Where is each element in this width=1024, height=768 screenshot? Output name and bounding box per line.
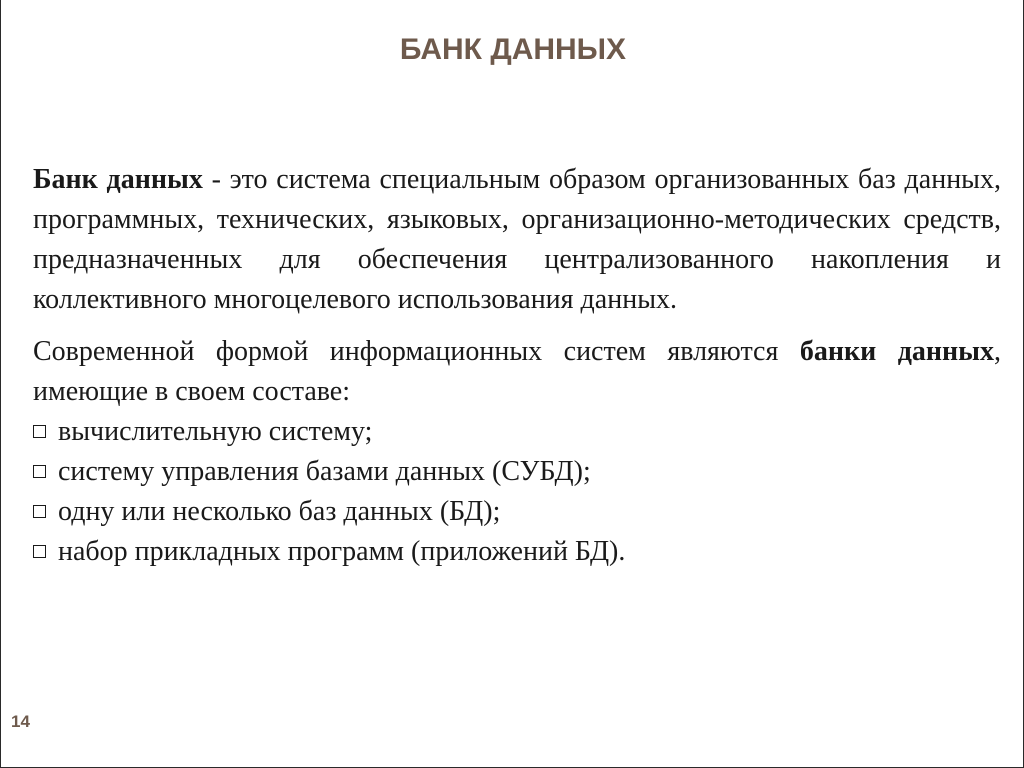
composition-text-before: Современной формой информационных систем являются xyxy=(33,336,800,367)
slide-content xyxy=(33,160,1001,572)
list-item-text: систему управления базами данных (СУБД); xyxy=(58,456,591,487)
definition-paragraph xyxy=(33,160,1001,320)
square-bullet-icon xyxy=(33,545,46,558)
component-list xyxy=(33,412,1001,572)
square-bullet-icon xyxy=(33,425,46,438)
composition-term: банки данных xyxy=(799,336,994,367)
list-item xyxy=(33,412,1001,452)
list-item-text: одну или несколько баз данных (БД); xyxy=(58,496,501,527)
page-number: 14 xyxy=(11,712,30,731)
square-bullet-icon xyxy=(33,465,46,478)
composition-text-after: , имеющие в своем составе: xyxy=(33,336,1001,407)
list-item-text: набор прикладных программ (приложений БД). xyxy=(58,536,626,567)
composition-paragraph xyxy=(33,332,1001,412)
list-item-text: вычислительную систему; xyxy=(58,416,373,447)
list-item xyxy=(33,452,1001,492)
list-item xyxy=(33,492,1001,532)
list-item xyxy=(33,532,1001,572)
definition-term: Банк данных xyxy=(33,164,203,195)
square-bullet-icon xyxy=(33,505,46,518)
definition-text: - это система специальным образом организованных баз данных, программных, технических, языковых, организационно-методических средств, предназначенных для обеспечения централизованного накопления и коллективного многоцелевого использования данных. xyxy=(33,164,1001,315)
slide-title: БАНК ДАННЫХ xyxy=(399,33,627,66)
